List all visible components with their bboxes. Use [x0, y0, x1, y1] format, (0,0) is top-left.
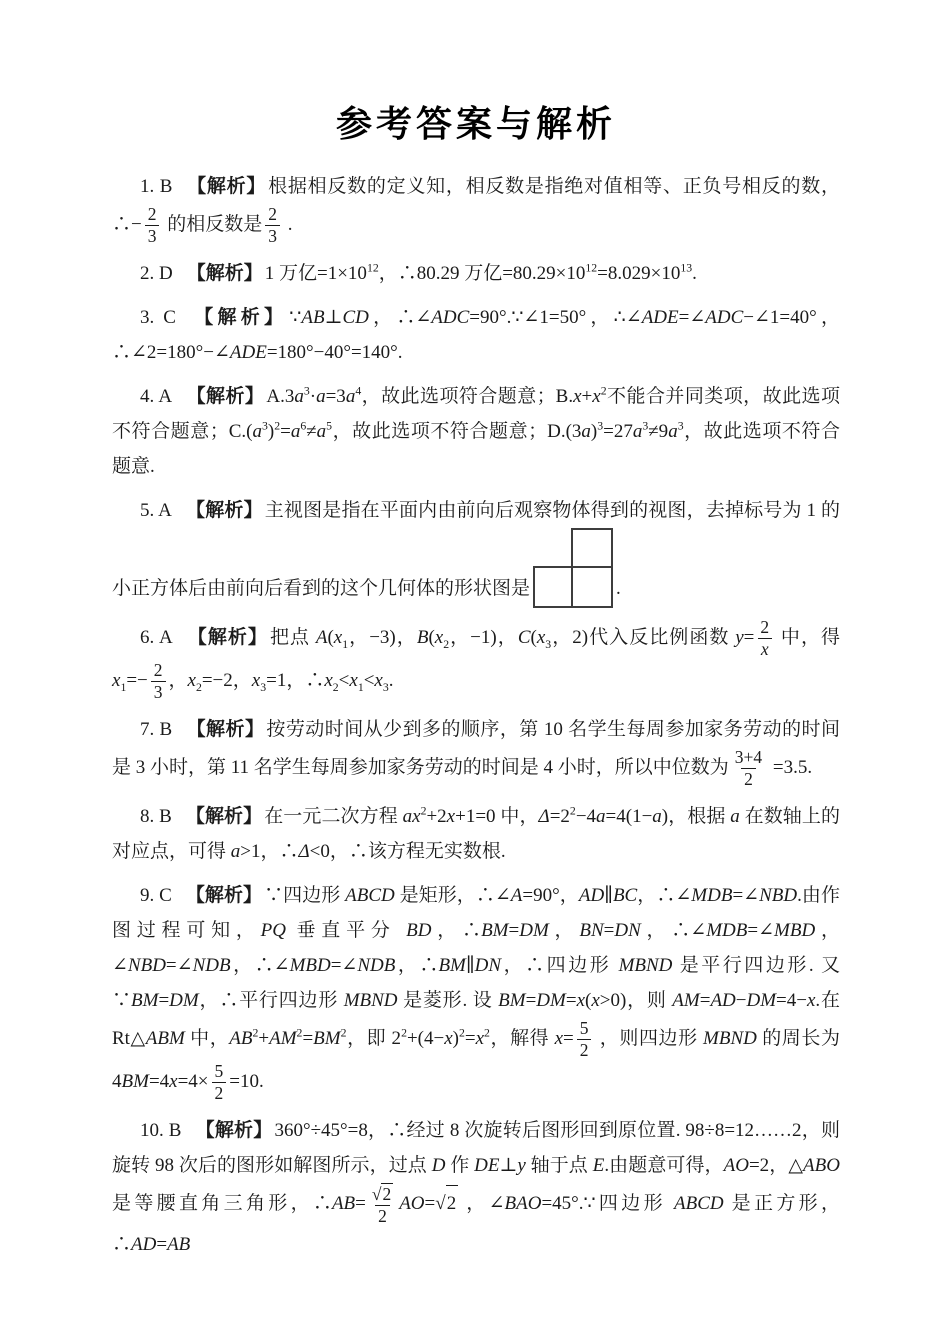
math-variable: x — [806, 989, 816, 1011]
math-variable: DM — [746, 989, 777, 1011]
math-variable: DM — [519, 919, 549, 941]
subscript: 2 — [332, 680, 339, 694]
math-variable: BM — [313, 1027, 341, 1049]
square-root: √2 — [435, 1185, 458, 1221]
fraction: $\frac{5}{2}$ — [212, 1061, 227, 1104]
superscript: 6 — [300, 419, 307, 433]
fraction: $\frac{2}{3}$ — [151, 660, 166, 703]
math-variable: AB — [301, 306, 325, 328]
math-variable: x — [760, 638, 769, 659]
math-variable: AD — [131, 1233, 157, 1255]
math-variable: x — [169, 1070, 178, 1092]
math-variable: x — [446, 805, 456, 827]
question-number: 7. — [140, 718, 155, 740]
fraction: $\frac{3+4}{2}$ — [734, 746, 763, 789]
questions — [112, 169, 840, 1262]
math-variable: AO — [723, 1154, 749, 1176]
math-variable: x — [576, 989, 586, 1011]
math-variable: MBD — [774, 919, 816, 941]
math-variable: MBND — [618, 954, 673, 976]
math-variable: AM — [672, 989, 700, 1011]
math-variable: E — [592, 1154, 605, 1176]
answer-letter: A — [158, 385, 173, 407]
question-item — [112, 617, 840, 703]
math-variable: a — [230, 840, 241, 862]
question-number-answer — [140, 386, 172, 407]
math-variable: x — [591, 989, 600, 1011]
superscript: 2 — [340, 1026, 347, 1040]
math-variable: a — [632, 420, 643, 442]
math-variable: DE — [474, 1154, 500, 1176]
question-number-answer — [140, 627, 173, 648]
fraction: $\frac{5}{2}$ — [577, 1018, 592, 1061]
fraction: $\frac{2}{x}$ — [757, 617, 772, 660]
front-view-figure — [533, 528, 613, 608]
question-number: 2. — [140, 262, 155, 284]
math-variable: x — [592, 385, 601, 407]
analysis-label: 【解析】 — [185, 884, 263, 906]
analysis-text: $A.3a^3\cdot a=3a^4$，故此选项符合题意；$B.x+x^2$不能合并同类项，故此选项不符合题意；$C.(a^3)^2=a^6\ne a^5$，故此选项不符合题意；$D.(3a)^3=27a^3\ne 9a^3$，故此选项不符合题意. — [112, 384, 840, 477]
analysis-text: 根据相反数的定义知，相反数是指绝对值相等、正负号相反的数，∴− $\frac{2}{3}$ 的相反数是 $\frac{2}{3}$ . — [112, 176, 840, 246]
subscript: 3 — [382, 680, 389, 694]
analysis-text: ∵AB⊥CD，∴∠ADC=90°.∵∠1=50°，∴∠ADE=∠ADC−∠1=40°，∴∠2=180°−∠ADE=180°−40°=140°. — [112, 306, 840, 363]
analysis-label: 【解析】 — [186, 718, 265, 740]
math-variable: Δ — [298, 840, 310, 862]
question-number-answer — [140, 500, 172, 521]
math-variable: NBD — [127, 954, 166, 976]
math-variable: ax — [402, 805, 421, 827]
question-number-answer — [140, 176, 172, 197]
math-variable: NDB — [357, 954, 396, 976]
analysis-text: 1 万亿$=1\times 10^{12}$，∴80.29 万亿$=80.29\times 10^{12}=8.029\times 10^{13}$. — [264, 261, 697, 284]
math-variable: ABCD — [345, 884, 395, 906]
square-root: √2 — [371, 1183, 392, 1204]
math-variable: MDB — [706, 919, 748, 941]
question-number-answer — [140, 885, 172, 906]
math-variable: y — [517, 1154, 526, 1176]
question-item — [112, 493, 840, 608]
math-variable: Δ — [538, 805, 550, 827]
question-number: 8. — [140, 805, 155, 827]
math-variable: a — [596, 805, 606, 827]
math-variable: BM — [121, 1070, 149, 1092]
question-item — [112, 1113, 840, 1262]
superscript: 3 — [642, 419, 649, 433]
superscript: 2 — [296, 1026, 303, 1040]
fraction: $\frac{2}{3}$ — [265, 204, 280, 247]
math-variable: a — [252, 420, 263, 442]
math-variable: y — [735, 626, 744, 648]
math-variable: ADC — [431, 306, 470, 328]
subscript: 3 — [260, 680, 267, 694]
answer-letter: C — [163, 306, 176, 328]
math-variable: DN — [614, 919, 641, 941]
math-variable: BC — [612, 884, 638, 906]
math-variable: BM — [481, 919, 509, 941]
math-variable: ADE — [641, 306, 679, 328]
superscript: 3 — [597, 419, 604, 433]
question-item — [112, 878, 840, 1104]
analysis-text: 按劳动时间从少到多的顺序，第 10 名学生每周参加家务劳动的时间是 3 小时，第 11 名学生每周参加家务劳动的时间是 4 小时，所以中位数为 $\frac{3+4}{2}$ =3.5. — [112, 718, 840, 789]
fraction: $\frac{2}{3}$ — [145, 204, 160, 247]
analysis-label: 【解析】 — [186, 626, 268, 648]
math-variable: BN — [579, 919, 604, 941]
math-variable: ABM — [145, 1027, 185, 1049]
superscript: 3 — [677, 419, 684, 433]
analysis-label: 【解析】 — [185, 805, 263, 827]
answer-letter: B — [159, 805, 172, 827]
math-variable: DM — [169, 989, 199, 1011]
subscript: 1 — [357, 680, 364, 694]
math-variable: BM — [498, 989, 526, 1011]
answer-letter: B — [168, 1119, 182, 1141]
analysis-label: 【解析】 — [186, 385, 265, 407]
page-title: 参考答案与解析 — [335, 103, 616, 144]
math-variable: x — [374, 669, 383, 691]
question-number: 3. — [140, 306, 155, 328]
superscript: 2 — [600, 384, 607, 398]
superscript: 2 — [252, 1026, 259, 1040]
question-item — [112, 169, 840, 247]
question-item — [112, 799, 840, 869]
answer-letter: C — [159, 884, 172, 906]
math-variable: DN — [474, 954, 502, 976]
subscript: 2 — [195, 680, 202, 694]
question-number-answer — [140, 719, 172, 740]
math-variable: PQ — [260, 919, 286, 941]
superscript: 2 — [274, 419, 281, 433]
analysis-text: 把点 $A(x_1$，−3)，$B(x_2$，−1)，$C(x_3$，2)代入反比例函数 y= $\frac{2}{x}$ 中，得 $x_1=-$ $\frac{2}{3}$ ，$x_2=-2$，$x_3=1$，$\therefore x_2<x_1<x_3$. — [112, 616, 840, 702]
question-number-answer — [140, 307, 176, 328]
math-variable: x — [475, 1027, 485, 1049]
math-variable: DM — [536, 989, 566, 1011]
question-number: 6. — [140, 626, 155, 648]
analysis-text: 在一元二次方程 $ax^2+2x+1=0$ 中，$\Delta=2^2-4a=4(1-a)$，根据 a 在数轴上的对应点，可得 a>1，∴Δ<0，∴该方程无实数根. — [112, 804, 840, 862]
question-number-answer — [140, 1120, 181, 1141]
math-variable: ABCD — [674, 1192, 724, 1214]
analysis-text: ∵四边形 ABCD 是矩形，∴∠A=90°，AD∥BC，∴∠MDB=∠NBD.由作图过程可知，PQ 垂直平分 BD，∴BM=DM，BN=DN，∴∠MDB=∠MBD，∠NBD=∠NDB，∴∠MBD=∠NDB，∴BM∥DN，∴四边形 MBND 是平行四边形. 又∵BM=DM，∴平行四边形 MBND 是菱形. 设 BM=DM=x(x>0)，则 AM=AD−DM=4−x.在 Rt△ABM 中，$AB^2+AM^2=BM^2$，即 $2^2+(4-x)^2=x^2$，解得 x= $\frac{5}{2}$ ，则四边形 MBND 的周长为 4BM=4x=4× $\frac{5}{2}$ =10. — [112, 884, 840, 1103]
superscript: 2 — [484, 1026, 490, 1040]
superscript: 13 — [680, 261, 693, 275]
question-number-answer — [140, 806, 172, 827]
math-variable: x — [554, 1027, 564, 1049]
answer-letter: D — [159, 262, 173, 284]
analysis-text: 360°÷45°=8，∴经过 8 次旋转后图形回到原位置. 98÷8=12……2，则旋转 98 次后的图形如解图所示，过点 D 作 DE⊥y 轴于点 E.由题意可得，AO=2，△ABO 是等腰直角三角形，∴AB= $\frac{√2}{2}$ AO=√2 ，∠BAO=45°.∵四边形 ABCD 是正方形，∴AD=AB — [112, 1119, 840, 1255]
subscript: 3 — [545, 637, 552, 651]
math-variable: x — [112, 669, 121, 691]
math-variable: x — [434, 626, 444, 648]
analysis-label: 【解析】 — [189, 306, 288, 328]
math-variable: BM — [438, 954, 466, 976]
math-variable: ADE — [229, 341, 267, 363]
question-number: 1. — [140, 176, 155, 197]
math-variable: x — [187, 669, 196, 691]
subscript: 1 — [342, 637, 349, 651]
analysis-label: 【解析】 — [186, 262, 263, 284]
math-variable: a — [581, 420, 591, 442]
superscript: 2 — [401, 1026, 407, 1040]
answer-letter: A — [158, 499, 172, 521]
math-variable: AB — [331, 1192, 356, 1214]
math-variable: MBND — [703, 1027, 757, 1049]
math-variable: B — [416, 626, 429, 648]
math-variable: ABO — [803, 1154, 840, 1176]
question-number: 9. — [140, 884, 155, 906]
math-variable: AD — [578, 884, 605, 906]
math-variable: a — [730, 805, 740, 827]
math-variable: BAO — [504, 1192, 542, 1214]
superscript: 2 — [569, 804, 576, 818]
math-variable: a — [290, 420, 301, 442]
analysis-label: 【解析】 — [195, 1119, 273, 1141]
answer-letter: B — [159, 718, 173, 740]
small-square — [571, 566, 613, 608]
subscript: 1 — [120, 680, 127, 694]
math-variable: CD — [342, 306, 369, 328]
math-variable: AB — [229, 1027, 253, 1049]
analysis-label: 【解析】 — [186, 176, 267, 197]
analysis-label: 【解析】 — [185, 499, 263, 521]
answer-letter: A — [159, 626, 173, 648]
question-item — [112, 256, 840, 291]
math-variable: AD — [710, 989, 736, 1011]
math-variable: x — [573, 385, 582, 407]
question-number: 5. — [140, 499, 155, 521]
question-item — [112, 379, 840, 484]
superscript: 12 — [585, 261, 598, 275]
math-variable: A — [315, 626, 328, 648]
math-variable: BD — [406, 919, 432, 941]
question-number-answer — [140, 263, 173, 284]
math-variable: AM — [269, 1027, 297, 1049]
answer-letter: B — [159, 176, 173, 197]
analysis-text: 主视图是指在平面内由前向后观察物体得到的视图，去掉标号为 1 的小正方体后由前向后看到的这个几何体的形状图是 . — [112, 500, 840, 599]
math-variable: D — [431, 1154, 446, 1176]
math-variable: MBND — [343, 989, 398, 1011]
math-variable: NBD — [759, 884, 798, 906]
math-variable: a — [652, 805, 662, 827]
question-item — [112, 300, 840, 370]
math-variable: BM — [131, 989, 159, 1011]
superscript: 2 — [458, 1026, 465, 1040]
question-number: 4. — [140, 385, 155, 407]
question-number: 10. — [140, 1119, 164, 1141]
math-variable: a — [316, 385, 326, 407]
subscript: 2 — [443, 637, 450, 651]
math-variable: a — [294, 385, 304, 407]
small-square — [533, 566, 575, 608]
math-variable: a — [345, 385, 356, 407]
math-variable: x — [333, 626, 343, 648]
math-variable: a — [668, 420, 678, 442]
math-variable: ADC — [705, 306, 744, 328]
math-variable: x — [251, 669, 261, 691]
math-variable: C — [517, 626, 531, 648]
math-variable: x — [536, 626, 546, 648]
math-variable: MDB — [691, 884, 733, 906]
superscript: 3 — [303, 384, 310, 398]
small-square — [571, 528, 613, 570]
superscript: 12 — [366, 261, 379, 275]
superscript: 4 — [355, 384, 362, 398]
question-item — [112, 712, 840, 790]
math-variable: x — [324, 669, 333, 691]
superscript: 5 — [326, 419, 333, 433]
math-variable: AB — [167, 1233, 191, 1255]
math-variable: a — [316, 420, 327, 442]
fraction: $\frac{√2}{2}$ — [371, 1183, 392, 1226]
math-variable: NDB — [192, 954, 231, 976]
math-variable: x — [444, 1027, 453, 1049]
superscript: 2 — [420, 804, 427, 818]
math-variable: x — [349, 669, 358, 691]
superscript: 3 — [262, 419, 268, 433]
math-variable: A — [510, 884, 523, 906]
math-variable: MBD — [289, 954, 331, 976]
math-variable: AO — [399, 1192, 425, 1214]
